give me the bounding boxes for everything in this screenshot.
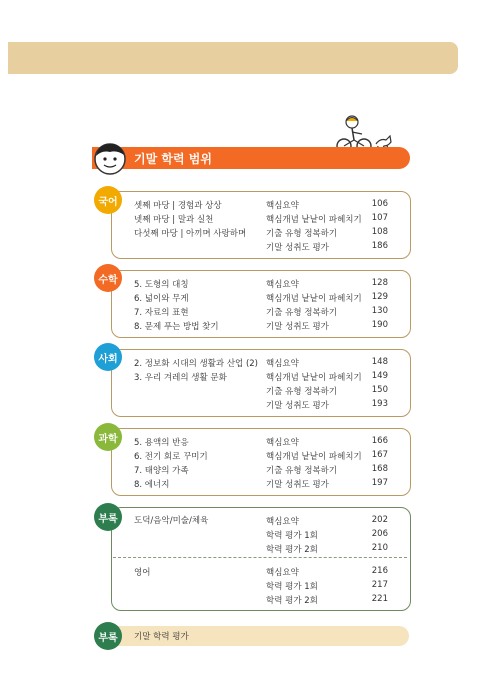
science-item: 핵심요약 [266, 438, 299, 448]
math-page: 190 [371, 320, 388, 330]
appendix-page: 202 [371, 515, 388, 525]
science-unit: 5. 용액의 반응 [134, 438, 189, 448]
math-badge: 수학 [94, 264, 122, 292]
math-unit: 8. 문제 푸는 방법 찾기 [134, 322, 219, 332]
appendix-item: 학력 평가 2회 [266, 596, 318, 606]
korean-page: 108 [371, 227, 388, 237]
korean-item: 핵심개념 낱낱이 파헤치기 [266, 215, 362, 225]
korean-item: 기출 유형 정복하기 [266, 229, 338, 239]
korean-item: 핵심요약 [266, 201, 299, 211]
social-badge: 사회 [94, 343, 122, 371]
social-page: 193 [371, 399, 388, 409]
social-item: 핵심요약 [266, 359, 299, 369]
korean-badge: 국어 [94, 186, 122, 214]
math-unit: 6. 넓이와 무게 [134, 294, 189, 304]
social-item: 핵심개념 낱낱이 파헤치기 [266, 373, 362, 383]
science-badge: 과학 [94, 423, 122, 451]
science-unit: 8. 에너지 [134, 480, 170, 490]
appendix-badge: 부록 [94, 503, 122, 531]
korean-unit: 셋째 마당 | 경험과 상상 [134, 201, 222, 211]
math-item: 기출 유형 정복하기 [266, 308, 338, 318]
korean-item: 기말 성취도 평가 [266, 243, 329, 253]
korean-page: 107 [371, 213, 388, 223]
appendix-item: 핵심요약 [266, 568, 299, 578]
math-item: 핵심개념 낱낱이 파헤치기 [266, 294, 362, 304]
korean-page: 186 [371, 241, 388, 251]
final-exam-label: 기말 학력 평가 [134, 632, 189, 642]
final-appendix-badge: 부록 [94, 622, 122, 650]
mascot-face-icon [93, 142, 127, 176]
science-item: 기출 유형 정복하기 [266, 466, 338, 476]
science-page: 197 [371, 478, 388, 488]
social-item: 기출 유형 정복하기 [266, 387, 338, 397]
appendix-divider [113, 557, 407, 558]
appendix-page: 206 [371, 529, 388, 539]
science-item: 핵심개념 낱낱이 파헤치기 [266, 452, 362, 462]
appendix-item: 핵심요약 [266, 517, 299, 527]
korean-unit: 넷째 마당 | 말과 실천 [134, 215, 214, 225]
social-page: 148 [371, 357, 388, 367]
korean-unit: 다섯째 마당 | 아끼며 사랑하며 [134, 229, 247, 239]
page-title: 기말 학력 범위 [134, 152, 212, 166]
korean-page: 106 [371, 199, 388, 209]
science-item: 기말 성취도 평가 [266, 480, 329, 490]
social-item: 기말 성취도 평가 [266, 401, 329, 411]
math-item: 기말 성취도 평가 [266, 322, 329, 332]
appendix-page: 216 [371, 566, 388, 576]
appendix-subject-group: 도덕/음악/미술/체육 [134, 516, 209, 526]
science-page: 168 [371, 464, 388, 474]
science-page: 166 [371, 436, 388, 446]
social-unit: 3. 우리 겨레의 생활 문화 [134, 373, 227, 383]
header-band [8, 42, 458, 74]
math-item: 핵심요약 [266, 280, 299, 290]
science-unit: 7. 태양의 가족 [134, 466, 189, 476]
social-unit: 2. 정보화 시대의 생활과 산업 (2) [134, 359, 258, 369]
math-page: 128 [371, 278, 388, 288]
social-page: 149 [371, 371, 388, 381]
appendix-item: 학력 평가 1회 [266, 582, 318, 592]
appendix-page: 221 [371, 594, 388, 604]
appendix-page: 217 [371, 580, 388, 590]
math-unit: 5. 도형의 대칭 [134, 280, 189, 290]
science-page: 167 [371, 450, 388, 460]
math-page: 129 [371, 292, 388, 302]
appendix-page: 210 [371, 543, 388, 553]
appendix-item: 학력 평가 1회 [266, 531, 318, 541]
science-unit: 6. 전기 회로 꾸미기 [134, 452, 208, 462]
social-page: 150 [371, 385, 388, 395]
appendix-item: 학력 평가 2회 [266, 545, 318, 555]
math-unit: 7. 자료의 표현 [134, 308, 189, 318]
appendix-english: 영어 [134, 568, 151, 578]
math-page: 130 [371, 306, 388, 316]
